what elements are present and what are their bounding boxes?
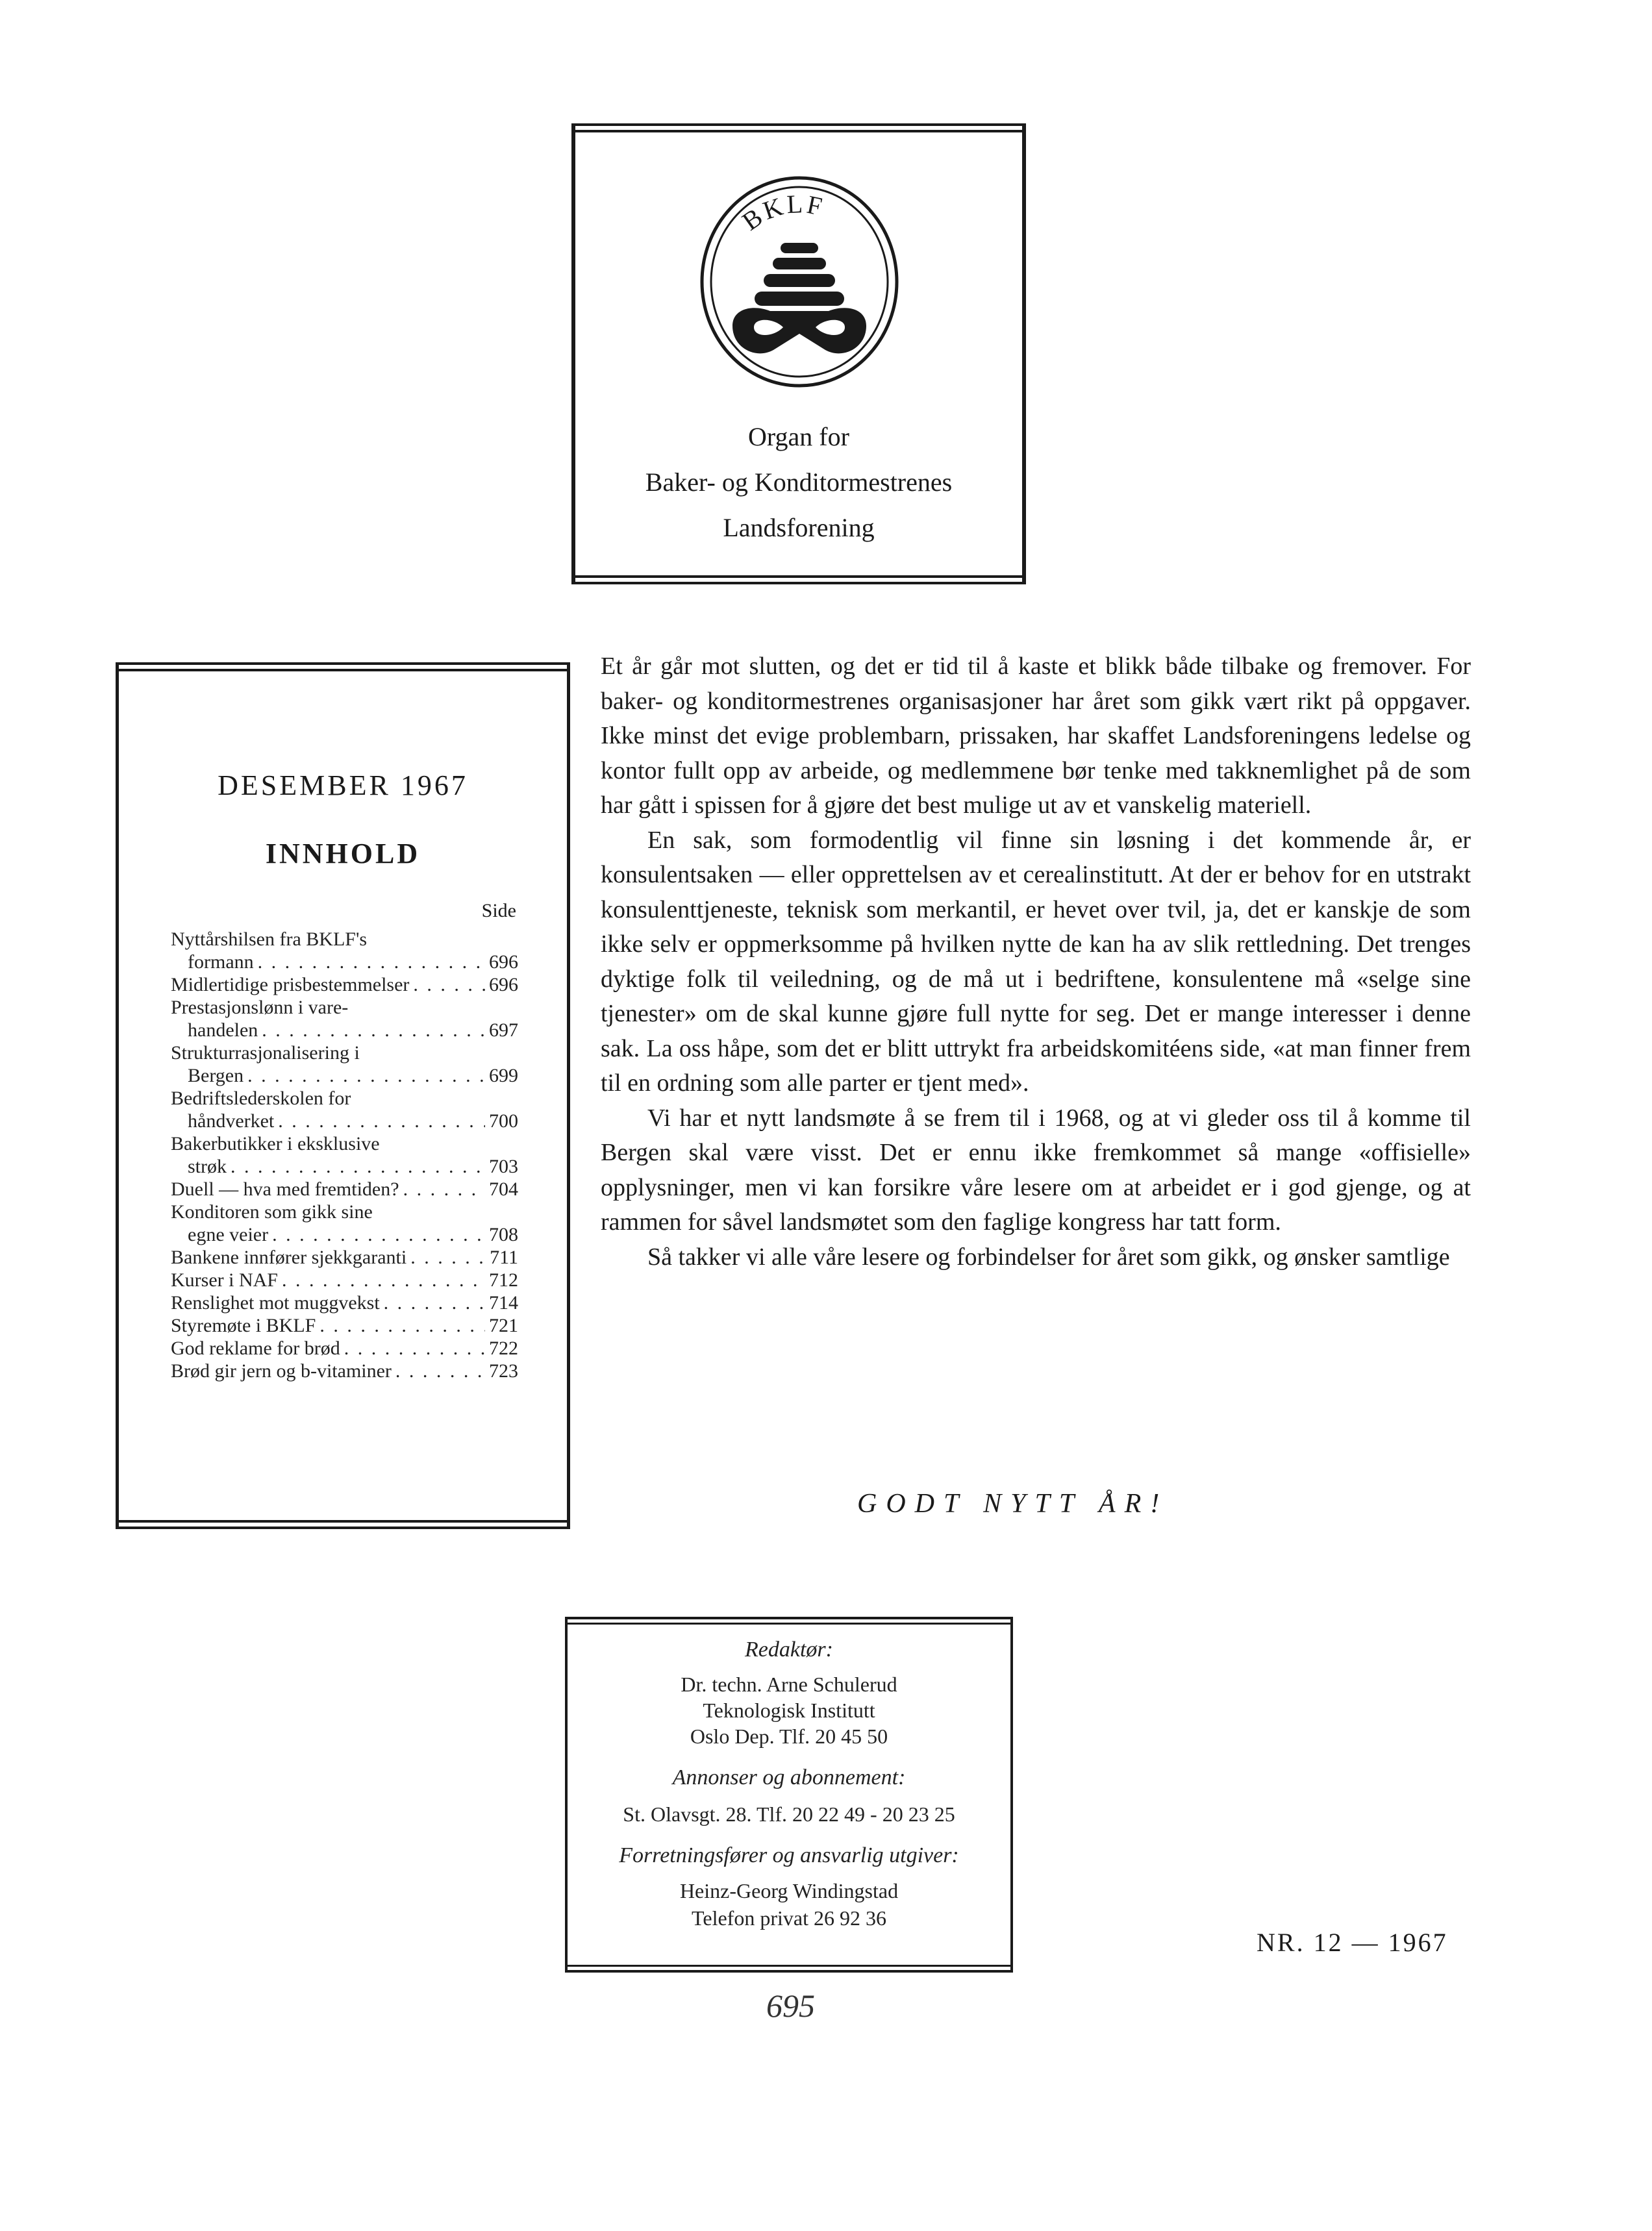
toc-entry-page: 722: [489, 1338, 518, 1359]
toc-entry: [171, 1201, 518, 1246]
toc-entry: [171, 1269, 518, 1291]
toc-entry-title: Bankene innfører sjekkgaranti: [171, 1247, 407, 1268]
toc-entry-title: egne veier: [188, 1224, 269, 1245]
ads-line: St. Olavsgt. 28. Tlf. 20 22 49 - 20 23 25: [623, 1802, 955, 1826]
logo-text: BKLF: [736, 188, 827, 236]
toc-entry-title: Prestasjonslønn i vare-: [171, 997, 349, 1018]
toc-leader-dots: [247, 1064, 485, 1087]
toc-entry-title: God reklame for brød: [171, 1338, 340, 1359]
ads-role: Annonser og abonnement:: [672, 1765, 906, 1789]
toc-entry-page: 711: [490, 1247, 518, 1268]
toc-entry-page: 704: [489, 1178, 518, 1200]
toc-leader-dots: [258, 951, 485, 973]
editorial-paragraph: En sak, som formodentlig vil finne sin løsning i det kommende år, er konsulentsaken — eller opprettelsen av et cerealinstitutt. At der er behov for en utstrakt konsulenttjeneste, teknisk som merkantil, er hevet over tvil, ja, det er kanskje de som ikke selv er oppmerksomme på hvilken nytte de kan ha av slik rettledning. Det trenges dyktige folk til veiledning, og de må ut i bedriftene, konsulentene må «selge sine tjenester» om de skal kunne gjøre full nytte for seg. Det er mange interesser i denne sak. La oss håpe, som det er blitt uttrykt fra arbeidskomitéens side, «at man finner frem til en ordning som alle parter er tjent med».: [601, 826, 1471, 1097]
toc-leader-dots: [395, 1360, 485, 1382]
toc-leader-dots: [403, 1178, 485, 1201]
toc-entry: [171, 1360, 518, 1382]
toc-entry-page: 700: [489, 1110, 518, 1132]
toc-leader-dots: [413, 973, 485, 996]
editor-line: Teknologisk Institutt: [703, 1699, 875, 1722]
toc-entry: [171, 1178, 518, 1201]
toc-entry: [171, 1291, 518, 1314]
toc-leader-dots: [410, 1246, 486, 1269]
side-label: Side: [481, 900, 516, 921]
editor-role: Redaktør:: [745, 1638, 833, 1662]
toc-entry: [171, 928, 518, 973]
toc-leader-dots: [272, 1223, 485, 1246]
editorial-paragraph: Vi har et nytt landsmøte å se frem til i 1968, og at vi gleder oss til å komme til Bergen skal være visst. Det er ennu ikke fremkommet så mange «offisielle» opplysninger, men vi kan forsikre våre lesere om at arbeidet er i god gjenge, og at rammen for såvel landsmøtet som den faglige kongress har tatt form.: [601, 1104, 1471, 1236]
toc-entry-page: 721: [489, 1315, 518, 1336]
issue-date: DESEMBER 1967: [218, 769, 468, 801]
organ-line-2: Baker- og Konditormestrenes: [645, 467, 953, 497]
toc-entry: [171, 1041, 518, 1087]
toc-entry-page: 696: [489, 951, 518, 973]
toc-entry-title: Konditoren som gikk sine: [171, 1201, 373, 1223]
organ-line-1: Organ for: [748, 422, 849, 451]
toc-entry: [171, 996, 518, 1041]
bklf-logo: [692, 171, 907, 392]
publisher-role: Forretningsfører og ansvarlig utgiver:: [619, 1843, 959, 1867]
toc-entry-title: Duell — hva med fremtiden?: [171, 1178, 399, 1200]
toc-entry-page: 708: [489, 1224, 518, 1245]
toc-leader-dots: [384, 1291, 485, 1314]
toc-leader-dots: [278, 1110, 485, 1132]
staff-box: [565, 1617, 1013, 1973]
toc-entry-title: håndverket: [188, 1110, 275, 1132]
page-number: 695: [766, 1988, 815, 2024]
toc-entry-title: Renslighet mot muggvekst: [171, 1292, 380, 1314]
toc-entry: [171, 973, 518, 996]
editor-line: Dr. techn. Arne Schulerud: [681, 1673, 897, 1696]
toc-entry: [171, 1337, 518, 1360]
masthead-box: [571, 123, 1026, 584]
toc-entry-title: Nyttårshilsen fra BKLF's: [171, 929, 368, 950]
toc-entry-page: 712: [489, 1269, 518, 1291]
toc-entry: [171, 1132, 518, 1178]
contents-heading: INNHOLD: [265, 838, 421, 869]
toc-entry-title: Strukturrasjonalisering i: [171, 1042, 360, 1064]
toc-entry-title: strøk: [188, 1156, 227, 1177]
organ-line-3: Landsforening: [723, 513, 875, 542]
toc-entry-page: 703: [489, 1156, 518, 1177]
toc-entry-title: handelen: [188, 1019, 258, 1041]
toc-entry-page: 714: [489, 1292, 518, 1314]
editorial-paragraph: Et år går mot slutten, og det er tid til å kaste et blikk både tilbake og fremover. For baker- og konditormestrenes organisasjoner har året som gikk vært rikt på oppgaver. Ikke minst det evige problembarn, prissaken, har skaffet Landsforeningens ledelse og kontor fullt opp av arbeide, og medlemmene bør tenke med takknemlighet på de som har gått i spissen for å gjøre det best mulige ut av et vanskelig materiell.: [601, 653, 1471, 819]
issue-number: NR. 12 — 1967: [1257, 1928, 1448, 1957]
toc-entry: [171, 1246, 518, 1269]
editor-line: Oslo Dep. Tlf. 20 45 50: [690, 1725, 888, 1748]
publisher-line: Telefon privat 26 92 36: [692, 1906, 886, 1930]
editorial-paragraph: Så takker vi alle våre lesere og forbindelser for året som gikk, og ønsker samtlige: [647, 1243, 1450, 1271]
svg-text:BKLF: [737, 189, 827, 236]
toc-entry-page: 697: [489, 1019, 518, 1041]
toc-entry-page: 723: [489, 1360, 518, 1382]
greeting: GODT NYTT ÅR!: [857, 1489, 1169, 1519]
toc-entry: [171, 1314, 518, 1337]
toc-entry-title: formann: [188, 951, 254, 973]
toc-entry-title: Kurser i NAF: [171, 1269, 278, 1291]
toc-leader-dots: [282, 1269, 485, 1291]
toc-entry: [171, 1087, 518, 1132]
editorial-text: [601, 649, 1471, 1275]
toc-entry-page: 699: [489, 1065, 518, 1086]
publisher-line: Heinz-Georg Windingstad: [679, 1879, 899, 1902]
toc-leader-dots: [344, 1337, 485, 1360]
toc-entry-title: Styremøte i BKLF: [171, 1315, 316, 1336]
toc-list: [171, 928, 518, 1382]
toc-leader-dots: [319, 1314, 485, 1337]
contents-box: [116, 662, 570, 1529]
toc-entry-title: Midlertidige prisbestemmelser: [171, 974, 410, 995]
toc-entry-title: Bedriftslederskolen for: [171, 1088, 351, 1109]
toc-entry-title: Bergen: [188, 1065, 244, 1086]
toc-entry-title: Bakerbutikker i eksklusive: [171, 1133, 380, 1154]
toc-entry-page: 696: [489, 974, 518, 995]
toc-leader-dots: [262, 1019, 485, 1041]
toc-entry-title: Brød gir jern og b-vitaminer: [171, 1360, 392, 1382]
toc-leader-dots: [231, 1155, 485, 1178]
